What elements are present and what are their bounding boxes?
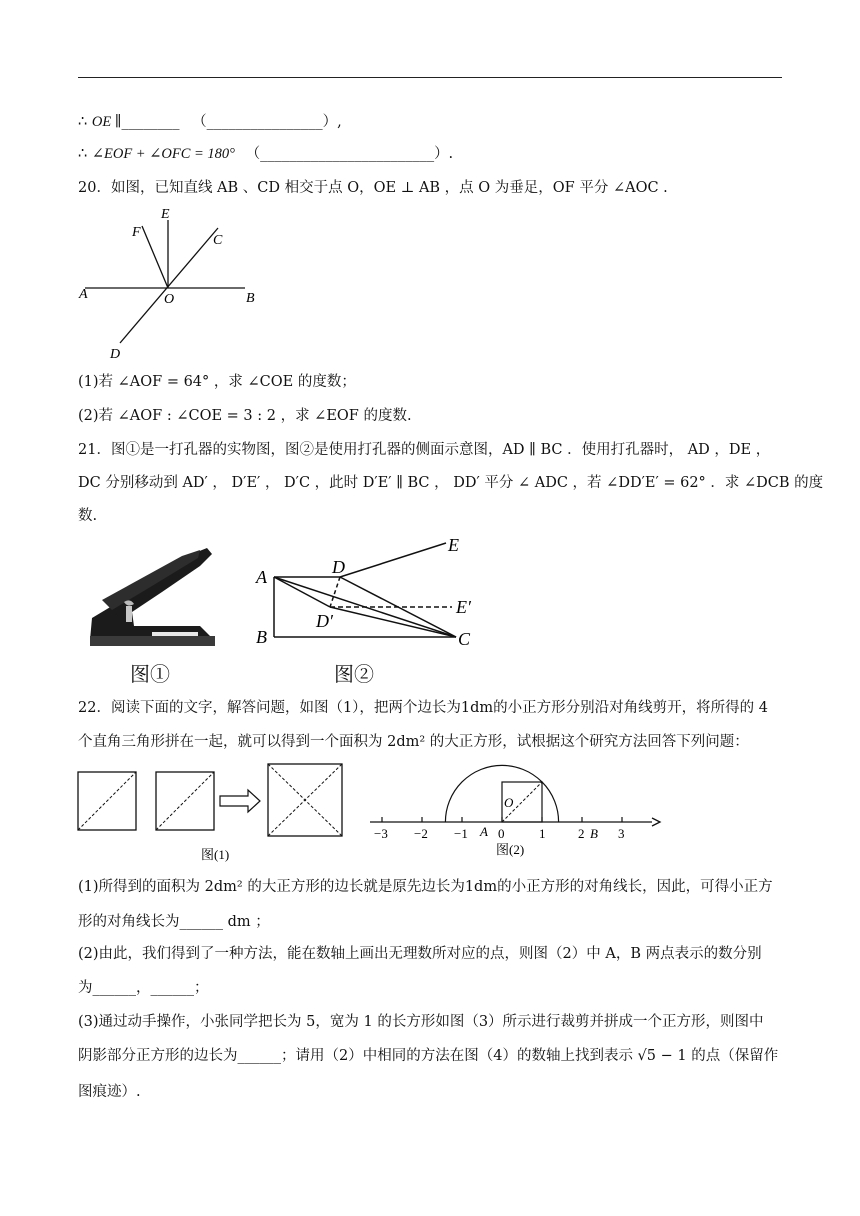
q20-stem: 20．如图，已知直线 AB 、CD 相交于点 O，OE ⊥ AB ，点 O 为垂足，OF 平分 ∠AOC . bbox=[78, 180, 668, 196]
q22-stem-line2: 个直角三角形拼在一起，就可以得到一个面积为 2dm² 的大正方形，试根据这个研究方法回答下列问题： bbox=[78, 734, 749, 750]
paren-open: （ bbox=[245, 146, 261, 162]
q22-figure-1 bbox=[76, 762, 356, 862]
tick-neg3: −3 bbox=[374, 826, 388, 841]
reason-blank[interactable]: ________________________ bbox=[260, 146, 435, 162]
paren-open: （ bbox=[192, 114, 207, 130]
line-cd bbox=[120, 228, 218, 343]
point-o: O bbox=[504, 795, 514, 810]
q21-stem-line1: 21．图①是一打孔器的实物图，图②是使用打孔器的侧面示意图，AD ∥ BC ．使用打孔器时， AD ，DE ， bbox=[78, 442, 771, 458]
tick-neg2: −2 bbox=[414, 826, 428, 841]
label-d-prime: D′ bbox=[316, 611, 333, 631]
q22-part2-line2: 为______，______； bbox=[78, 980, 209, 996]
fig2-caption: 图(2) bbox=[496, 842, 525, 857]
answer-blank[interactable]: ________ bbox=[121, 114, 180, 130]
label-e: E bbox=[448, 535, 459, 555]
tick-2: 2 bbox=[578, 826, 585, 841]
q22-part3-line2: 阴影部分正方形的边长为______；请用（2）中相同的方法在图（4）的数轴上找到表示 √5 − 1 的点（保留作 bbox=[78, 1048, 779, 1064]
therefore-symbol: ∴ bbox=[78, 146, 88, 162]
q20-figure bbox=[70, 200, 270, 370]
q22-part1-line2: 形的对角线长为______ dm ； bbox=[78, 914, 270, 930]
q22-figure-2-number-line bbox=[368, 770, 663, 860]
tick-0: 0 bbox=[498, 826, 505, 841]
label-e-prime: E′ bbox=[456, 597, 471, 617]
tick-neg1: −1 bbox=[454, 826, 468, 841]
fig2-caption: 图② bbox=[334, 662, 374, 686]
label-b: B bbox=[246, 291, 255, 306]
therefore-symbol: ∴ bbox=[78, 114, 88, 130]
q20-part2: (2)若 ∠AOF : ∠COE = 3 : 2 ，求 ∠EOF 的度数. bbox=[78, 408, 412, 424]
label-a: A bbox=[79, 287, 88, 302]
tick-1: 1 bbox=[539, 826, 546, 841]
paren-close: ）. bbox=[434, 146, 454, 162]
label-c: C bbox=[213, 233, 223, 248]
label-e: E bbox=[161, 207, 170, 222]
label-f: F bbox=[132, 225, 141, 240]
q22-stem-line1: 22．阅读下面的文字，解答问题，如图（1），把两个边长为1dm的小正方形分别沿对角线剪开，将所得的 4 bbox=[78, 700, 769, 716]
q22-part2-line1: (2)由此，我们得到了一种方法，能在数轴上画出无理数所对应的点，则图（2）中 A，B 两点表示的数分别 bbox=[78, 946, 762, 962]
paren-close: ）, bbox=[322, 114, 342, 130]
point-a: A bbox=[480, 824, 488, 839]
q21-stem-line2: DC 分别移动到 AD′ ， D′E′ ， D′C ，此时 D′E′ ∥ BC ， DD′ 平分 ∠ ADC ，若 ∠DD′E′ = 62° ．求 ∠DCB 的度 bbox=[78, 475, 824, 491]
reason-blank[interactable]: ________________ bbox=[206, 114, 323, 130]
label-a: A bbox=[256, 567, 267, 587]
proof-line-2 bbox=[78, 144, 453, 164]
label-b: B bbox=[256, 627, 267, 647]
point-b: B bbox=[590, 826, 598, 841]
proof-expression: ∠EOF + ∠OFC = 180° bbox=[91, 146, 235, 162]
q22-part3-line3: 图痕迹）. bbox=[78, 1084, 141, 1100]
q21-stem-line3: 数. bbox=[78, 508, 98, 524]
ray-of bbox=[142, 226, 168, 288]
q20-part1: (1)若 ∠AOF = 64° ，求 ∠COE 的度数； bbox=[78, 374, 356, 390]
label-o: O bbox=[164, 292, 175, 307]
fig1-caption: 图① bbox=[130, 662, 170, 686]
label-d: D bbox=[332, 557, 345, 577]
fig1-caption: 图(1) bbox=[201, 847, 230, 862]
proof-line-1 bbox=[78, 112, 342, 132]
tick-3: 3 bbox=[618, 826, 625, 841]
proof-expression: OE ∥ bbox=[91, 114, 122, 130]
label-c: C bbox=[458, 629, 471, 649]
label-d: D bbox=[110, 347, 121, 362]
q22-part3-line1: (3)通过动手操作，小张同学把长为 5，宽为 1 的长方形如图（3）所示进行裁剪并拼成一个正方形，则图中 bbox=[78, 1014, 764, 1030]
q22-part1-line1: (1)所得到的面积为 2dm² 的大正方形的边长就是原先边长为1dm的小正方形的对角线长，因此，可得小正方 bbox=[78, 879, 773, 895]
header-rule bbox=[78, 77, 782, 78]
q21-figure-2 bbox=[252, 535, 482, 655]
hole-punch-photo bbox=[82, 540, 217, 655]
